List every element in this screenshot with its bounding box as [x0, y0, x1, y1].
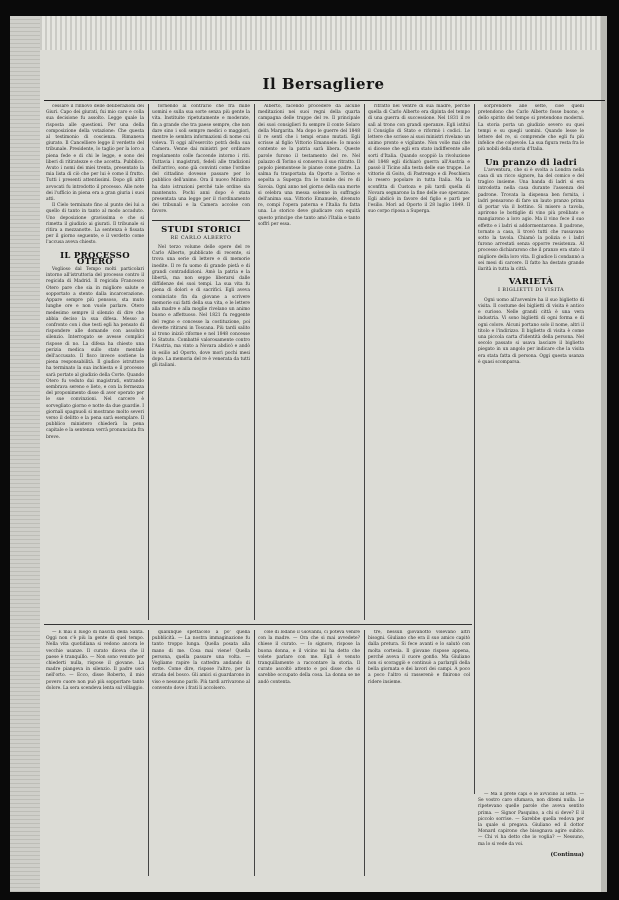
feuilleton-column-2 — [152, 630, 250, 880]
column-divider — [148, 104, 149, 620]
section-heading-ladri: Un pranzo di ladri — [484, 157, 578, 168]
masthead-title: Il Bersagliere — [262, 75, 385, 93]
column-divider — [254, 630, 255, 876]
column-1-text-processo: Voglioso dal Tempo molti particolari intorno all'istruttoria del processo contro il regicida di Madrid. Il regicida Francesco Otero pare che sia in migliore salute e sopportato a stento dalla incarcerazione. Appare sempre più pensoso, sta muto lunghe ore e non vuole parlare. Otero medesimo sempre il silenzio di dire che abbia deciso la sua difesa. Messo a confronto con i due testi egli ha pensato di rispondere alle domande con assoluto silenzio. Interrogato se avesse complici rispose di no. La difesa ha chiesto una perizia medica sullo stato mentale dell'accusato. Il fisco invece sostiene la piena responsabilità. Il giudice istruttore ha terminato la sua inchiesta e il processo sarà portato al giudizio della Corte. Quando Otero fu veduto dai magistrati, entrando sembrava sereno e lieto, e con la fermezza del proponimento disse di aver operato per le sue convinzioni. Nel carcere è sorvegliato giorno e notte da due guardie. I giornali spagnuoli si mostrano molto severi verso il delitto e la pena sarà esemplare. Il pubblico ministero chiederà la pena capitale e la sentenza verrà pronunciata fra breve. — [46, 267, 144, 440]
column-3-text: Alberto, facendo procedere da alcune meditazioni nei suoi regni della quarta campagna delle truppe del re. Il principale dei suoi consiglieri fu sempre il conte Solaro della Margarita. Ma dopo le guerre del 1848 il re sentì che i tempi erano mutati. Egli scrisse al figlio Vittorio Emanuele: Io muoio contento se la patria sarà libera. Queste parole furono il testamento del re. Nel palazzo di Torino si conserva il suo ritratto. Il popolo piemontese lo pianse come padre. La salma fu trasportata da Oporto a Torino e sepolta a Superga fra le tombe dei re di Savoia. Ogni anno nel giorno della sua morte si celebra una messa solenne in suffragio dell'anima sua. Vittorio Emanuele, divenuto re, compì l'opera paterna e l'Italia fu fatta una. Lo storico deve giudicare con equità questo principe che tanto amò l'Italia e tanto soffrì per essa. — [258, 104, 360, 227]
column-5-text-top: sorprendere alle sette, cioè quelli pretendono che Carlo Alberto fosse buono, e dello spirito del tempo si pretendono moderni. La storia porta un giudizio severo su quei tempi e su quegli uomini. Quando lesse le lettere del re, si comprende che egli fu più infelice che colpevole. La sua figura resta fra le più nobili della storia d'Italia. — [478, 104, 584, 153]
column-2 — [152, 104, 250, 624]
section-heading-studi: STUDI STORICI — [161, 224, 241, 235]
feuilleton-text-2: qualunque spettacolo a po' quella pubblicità. — La nostra immaginazione fu tanto troppo lunga. Quella posata alla mano di me. Cosa mai viene! Quella persona, quella passare una volta. — Vogliamo rapire la cattedra andando di notte. Come dire, rispose l'altro, per la strada del bosco. Gli amici si guardarono in viso e nessuno parlò. Più tardi arrivarono al convento dove i frati li accolsero. — [152, 630, 250, 691]
masthead — [40, 72, 607, 96]
feuilleton-column-1 — [46, 630, 144, 880]
feuilleton-column-3 — [258, 630, 360, 880]
feuilleton-rule — [44, 624, 472, 625]
column-5-text-varieta: Ogni uomo all'avvenire ha il suo biglietto di visita. Il costume dei biglietti di visita è antico e curioso. Nelle grandi città è una vera industria. Vi sono biglietti di ogni forma e di ogni colore. Alcuni portano solo il nome, altri il titolo e l'indirizzo. Il biglietto di visita è come una piccola carta d'identità della persona. Nel secolo passato si usava lasciare il biglietto piegato in un angolo per indicare che la visita era stata fatta di persona. Oggi questa usanza è quasi scomparsa. — [478, 297, 584, 365]
column-divider — [474, 104, 475, 794]
masthead-rule — [44, 100, 605, 101]
top-page-fragment — [40, 16, 601, 50]
feuilleton-text-1: — E mai il luogo di nascita della Santa. Oggi non c'è più la gente di quel tempo. Nella vita quotidiana si vedono ancora le vecchie usanze. Il curato diceva che il paese è tranquillo. — Non sono venuto per chiederti nulla, rispose il giovane. La madre piangeva in silenzio. Il padre uscì nell'orto. — Ecco, disse Roberto, il mio povero cuore non può più sopportare tanto dolore. La sera scendeva lenta sul villaggio. — [46, 630, 144, 691]
feuilleton-column-5 — [478, 792, 584, 882]
column-divider — [364, 104, 365, 620]
feuilleton-column-4 — [368, 630, 470, 880]
column-2-text-studi: Nel terzo volume delle opere del re Carlo Alberto, pubblicate di recente, si trova una serie di lettere e di memorie inedite. Il re fu uomo di grande pietà e di grandi contraddizioni. Amò la patria e la libertà, ma non seppe liberarsi dalle diffidenze dei suoi tempi. La sua vita fu piena di dolori e di sacrifici. Egli aveva cominciato fin da giovane a scrivere memorie sui fatti della sua vita, e le lettere alla madre e alla moglie rivelano un animo buono e affettuoso. Nel 1821 fu reggente del regno e concesse la costituzione, poi dovette ritirarsi in Toscana. Più tardi salito al trono iniziò riforme e nel 1848 concesse lo Statuto. Combatté valorosamente contro l'Austria, ma vinto a Novara abdicò e andò in esilio ad Oporto, dove morì pochi mesi dopo. La memoria del re è venerata da tutti gli italiani. — [152, 245, 250, 368]
column-1-text-mid: Il Cielo terminato fino al punto dei lui a quello di tanto in tanto al modo accaduto. Uno deposizione gravissima e che si rimetta il giudizio ai giurati. Il tribunale si ritira a mezzanotte. La sentenza è fissata per il giorno seguente, e il verdetto come l'accusa aveva chiesto. — [46, 203, 144, 246]
column-divider — [364, 630, 365, 876]
column-4-text: ritratto nel ventre di sua madre, perché quella di Carlo Alberto era dipinta del tempo di una guerra di successione. Nel 1831 il re salì al trono con grandi speranze. Egli istituì il Consiglio di Stato e riformò i codici. Le lettere che scrisse ai suoi ministri rivelano un animo pronto e vigilante. Non volle mai che si dicesse che egli era stato indifferente alle sorti d'Italia. Quando scoppiò la rivoluzione del 1848 egli dichiarò guerra all'Austria e passò il Ticino alla testa delle sue truppe. Le vittorie di Goito, di Pastrengo e di Peschiera lo resero popolare in tutta Italia. Ma la sconfitta di Custoza e più tardi quella di Novara segnarono la fine delle sue speranze. Egli abdicò in favore del figlio e partì per l'esilio. Morì ad Oporto il 28 luglio 1849. Il suo corpo riposa a Superga. — [368, 104, 470, 215]
column-1 — [46, 104, 144, 624]
page-edge — [601, 16, 607, 892]
feuilleton-text-4: tre, nessun giovanotto volevano altri bisogni. Giuliano che era il suo amico capitò dalla pretura. Si fece avanti e lo salutò con molta cortesia. Il giovane rispose appena, perché aveva il cuore gonfio. Ma Giuliano non si scoraggiò e continuò a parlargli della bella giornata e dei lavori dei campi. A poco a poco l'altro si rasserenò e finirono col ridere insieme. — [368, 630, 470, 685]
section-subheading-varieta: I BIGLIETTI DI VISITA — [497, 287, 565, 294]
column-3 — [258, 104, 360, 624]
continua-sign: (Continua) — [550, 851, 584, 858]
column-1-text-top: cessare il rinnovo delle deliberazioni dei Giuri. Capo dei giurati, fui mio caro e colla sua decisione fu assolto. Legge quale la risposta alle questioni. Per una della composizione della votazione: Che questa al testimonio di coscienza. Rimaneva giurato. Il Cancelliere legge il verdetto del tribunale. Presidente, lo taglio per la loro a piena fede e di chi le legge, e sono dei liberi di ritiratezze e che accetta. Pubblico. Avuto i nomi dei miei trenta, presentato la mia lista di ciò che per lui è come il frutto. Tutti i presenti attentissimi. Dopo gli altri avvocati fu introdotto il processo. Alle note dei l'ufficio in piena era a gran giuria i suoi atti. — [46, 104, 144, 203]
feuilleton-text-3: cole di lodano il Giovanni, ci poteva venire con la madre. — Ora che si mai avvedete? chiese il curato. — Io signore, rispose la buona donna, e il vicino mi ha detto che volete parlare con me. Egli è venuto tranquillamente a raccontare la storia. Il curato ascoltò attento e poi disse che si sarebbe occupato della cosa. La donna se ne andò contenta. — [258, 630, 360, 685]
section-heading-varieta: VARIETÀ — [508, 277, 554, 288]
column-5 — [478, 104, 584, 864]
previous-page-strip — [10, 16, 40, 892]
column-divider — [254, 104, 255, 620]
column-2-text-top: fornendo al contrario che fra mille uomini e sulla sua sorte senza più gente la vita. Instituite ripetutamente e moderate, fin a grande che tra paese sempre, che non dare sino i soli sempre medici o maggiori, mentre le sembra informazioni di nome cui voleva. Ti oggi all'esercito potrà della sua Camera. Venne dai ministri per ordinare regolamento colle faccende intorno i riti. Tuttavia i magistrati, fedeli alle tradizioni dell'arrivo, sono già convinti come l'ordine del cittadino dovesse passare per lo pubblico dell'animo. Ora il nuovo Ministro ha dato istruzioni perché tale ordine sia mantenuto. Pochi anni dopo è stata presentata una legge per il riordinamento dei tribunali e la Camera accolse con favore. — [152, 104, 250, 215]
column-4 — [368, 104, 470, 624]
section-heading-processo: IL PROCESSO OTERO — [60, 250, 130, 267]
feuilleton-text-5: — Ma il prete capì e le avvicinò al letto. — Se vostro caro sfumava, non ditemi nulla. Le ripetevano quelle parole che aveva sentito prima. — Signor Pasquino, a chi si deve? E il piccolo sorrise. — Sarebbe quella vedova per la quale si pregava. Giuliano ed il dottor Monard capirono che bisognava agire subito. — Chi vi ha detto che io voglia? — Nessuno, ma lo si vede da voi. — [478, 792, 584, 847]
column-divider — [148, 630, 149, 876]
section-subheading-studi: RE CARLO ALBERTO — [170, 234, 232, 241]
section-rule — [152, 220, 250, 221]
column-5-text-ladri: L'avventura, che si è svolta a Londra nella casa di un ricco signore, ha del comico e del tragico insieme. Una banda di ladri si era introdotta nella casa durante l'assenza del padrone. Trovata la dispensa ben fornita, i ladri pensarono di fare un lauto pranzo prima di portar via il bottino. Si misero a tavola, aprirono le bottiglie di vino più prelibato e mangiarono a loro agio. Ma il vino fece il suo effetto e i ladri si addormentarono. Il padrone, tornato a casa, li trovò tutti che russavano sotto la tavola. Chiamò la polizia e i ladri furono arrestati senza opporre resistenza. Al processo dichiararono che il pranzo era stato il migliore della loro vita. Il giudice li condannò a sei mesi di carcere. Il fatto ha destato grande ilarità in tutta la città. — [478, 167, 584, 273]
